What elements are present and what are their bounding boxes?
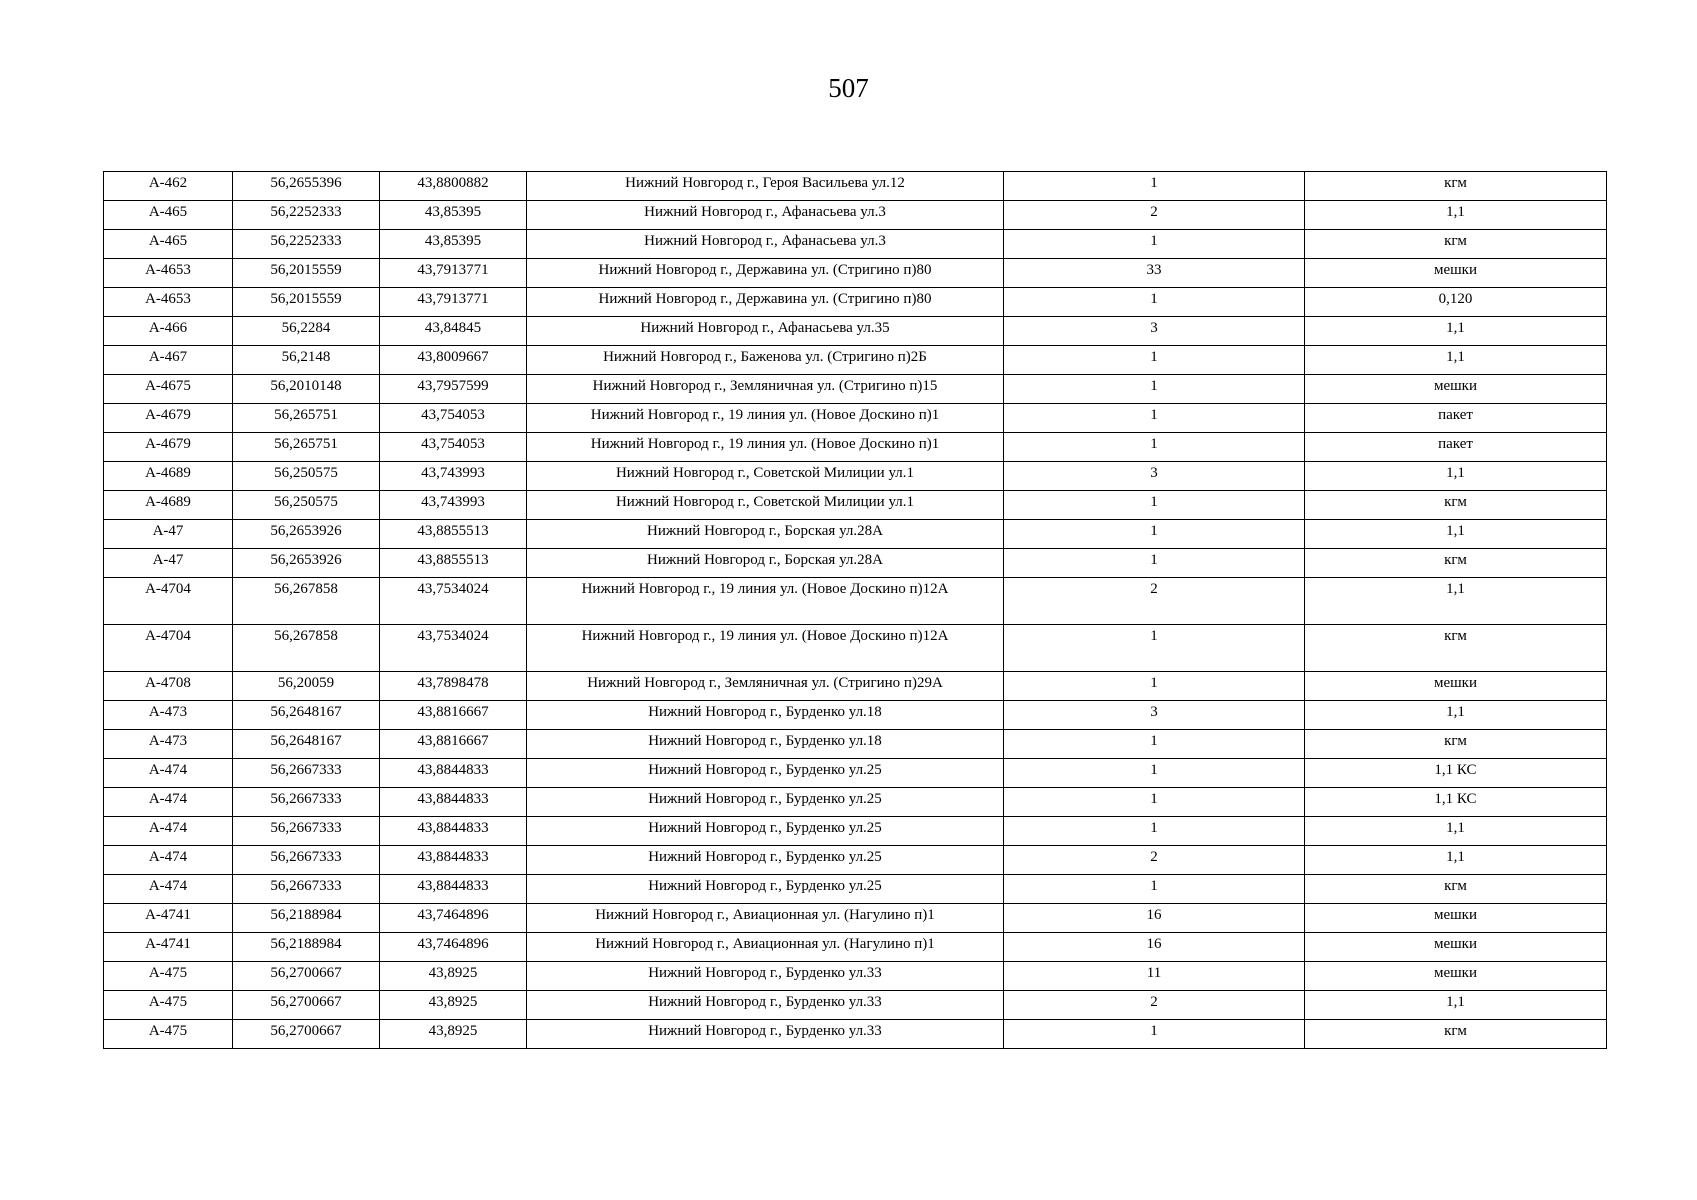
quantity-cell: 1: [1004, 625, 1305, 672]
latitude-cell: 56,2653926: [233, 549, 380, 578]
table-row: [104, 991, 1607, 1020]
table-row: [104, 549, 1607, 578]
quantity-cell: 2: [1004, 991, 1305, 1020]
row-id-cell: А-475: [104, 962, 233, 991]
longitude-cell: 43,7913771: [380, 259, 527, 288]
table-row: [104, 759, 1607, 788]
container-type-cell: кгм: [1305, 230, 1607, 259]
longitude-cell: 43,7464896: [380, 933, 527, 962]
latitude-cell: 56,265751: [233, 404, 380, 433]
quantity-cell: 16: [1004, 904, 1305, 933]
container-type-cell: 1,1: [1305, 846, 1607, 875]
quantity-cell: 1: [1004, 759, 1305, 788]
row-id-cell: А-473: [104, 730, 233, 759]
latitude-cell: 56,2655396: [233, 172, 380, 201]
row-id-cell: А-462: [104, 172, 233, 201]
quantity-cell: 1: [1004, 549, 1305, 578]
latitude-cell: 56,2252333: [233, 230, 380, 259]
address-cell: Нижний Новгород г., Бурденко ул.33: [527, 962, 1004, 991]
row-id-cell: А-4689: [104, 491, 233, 520]
longitude-cell: 43,754053: [380, 433, 527, 462]
address-cell: Нижний Новгород г., Бурденко ул.25: [527, 759, 1004, 788]
container-type-cell: 1,1: [1305, 701, 1607, 730]
row-id-cell: А-466: [104, 317, 233, 346]
quantity-cell: 1: [1004, 288, 1305, 317]
longitude-cell: 43,7913771: [380, 288, 527, 317]
quantity-cell: 1: [1004, 491, 1305, 520]
row-id-cell: А-465: [104, 201, 233, 230]
latitude-cell: 56,250575: [233, 491, 380, 520]
table-row: [104, 578, 1607, 625]
row-id-cell: А-474: [104, 759, 233, 788]
row-id-cell: А-467: [104, 346, 233, 375]
address-cell: Нижний Новгород г., Бурденко ул.18: [527, 730, 1004, 759]
table-row: [104, 875, 1607, 904]
quantity-cell: 1: [1004, 346, 1305, 375]
table-row: [104, 288, 1607, 317]
quantity-cell: 33: [1004, 259, 1305, 288]
container-type-cell: мешки: [1305, 904, 1607, 933]
table-row: [104, 672, 1607, 701]
longitude-cell: 43,7464896: [380, 904, 527, 933]
longitude-cell: 43,85395: [380, 230, 527, 259]
quantity-cell: 1: [1004, 520, 1305, 549]
address-cell: Нижний Новгород г., Бурденко ул.18: [527, 701, 1004, 730]
address-cell: Нижний Новгород г., Советской Милиции ул.1: [527, 462, 1004, 491]
row-id-cell: А-474: [104, 788, 233, 817]
address-cell: Нижний Новгород г., 19 линия ул. (Новое Доскино п)1: [527, 404, 1004, 433]
latitude-cell: 56,267858: [233, 625, 380, 672]
row-id-cell: А-4704: [104, 625, 233, 672]
latitude-cell: 56,2700667: [233, 1020, 380, 1049]
row-id-cell: А-474: [104, 846, 233, 875]
table-row: [104, 962, 1607, 991]
table-row: [104, 433, 1607, 462]
row-id-cell: А-475: [104, 991, 233, 1020]
longitude-cell: 43,8925: [380, 991, 527, 1020]
container-type-cell: мешки: [1305, 259, 1607, 288]
longitude-cell: 43,8844833: [380, 846, 527, 875]
address-cell: Нижний Новгород г., 19 линия ул. (Новое Доскино п)12А: [527, 625, 1004, 672]
row-id-cell: А-4653: [104, 288, 233, 317]
container-type-cell: пакет: [1305, 433, 1607, 462]
latitude-cell: 56,2700667: [233, 962, 380, 991]
longitude-cell: 43,8855513: [380, 549, 527, 578]
container-type-cell: кгм: [1305, 172, 1607, 201]
longitude-cell: 43,8844833: [380, 788, 527, 817]
latitude-cell: 56,2653926: [233, 520, 380, 549]
row-id-cell: А-47: [104, 520, 233, 549]
quantity-cell: 1: [1004, 433, 1305, 462]
latitude-cell: 56,267858: [233, 578, 380, 625]
address-cell: Нижний Новгород г., Бурденко ул.33: [527, 991, 1004, 1020]
latitude-cell: 56,2667333: [233, 788, 380, 817]
quantity-cell: 11: [1004, 962, 1305, 991]
latitude-cell: 56,2667333: [233, 817, 380, 846]
quantity-cell: 1: [1004, 817, 1305, 846]
quantity-cell: 1: [1004, 375, 1305, 404]
quantity-cell: 2: [1004, 846, 1305, 875]
address-cell: Нижний Новгород г., Авиационная ул. (Нагулино п)1: [527, 933, 1004, 962]
container-type-cell: 1,1: [1305, 520, 1607, 549]
container-type-cell: кгм: [1305, 549, 1607, 578]
table-row: [104, 404, 1607, 433]
address-cell: Нижний Новгород г., 19 линия ул. (Новое Доскино п)12А: [527, 578, 1004, 625]
container-type-cell: 1,1: [1305, 817, 1607, 846]
table-row: [104, 462, 1607, 491]
quantity-cell: 3: [1004, 462, 1305, 491]
longitude-cell: 43,8844833: [380, 759, 527, 788]
table-row: [104, 788, 1607, 817]
quantity-cell: 2: [1004, 201, 1305, 230]
table-body: [104, 172, 1607, 1049]
row-id-cell: А-474: [104, 875, 233, 904]
address-cell: Нижний Новгород г., Бурденко ул.25: [527, 846, 1004, 875]
data-table: [103, 171, 1607, 1049]
latitude-cell: 56,2188984: [233, 904, 380, 933]
row-id-cell: А-475: [104, 1020, 233, 1049]
address-cell: Нижний Новгород г., Бурденко ул.25: [527, 875, 1004, 904]
longitude-cell: 43,8800882: [380, 172, 527, 201]
row-id-cell: А-474: [104, 817, 233, 846]
address-cell: Нижний Новгород г., Баженова ул. (Стригино п)2Б: [527, 346, 1004, 375]
container-type-cell: кгм: [1305, 1020, 1607, 1049]
quantity-cell: 1: [1004, 172, 1305, 201]
quantity-cell: 1: [1004, 730, 1305, 759]
latitude-cell: 56,2010148: [233, 375, 380, 404]
address-cell: Нижний Новгород г., Бурденко ул.33: [527, 1020, 1004, 1049]
longitude-cell: 43,8925: [380, 1020, 527, 1049]
latitude-cell: 56,2252333: [233, 201, 380, 230]
address-cell: Нижний Новгород г., Борская ул.28А: [527, 520, 1004, 549]
table-row: [104, 817, 1607, 846]
quantity-cell: 1: [1004, 230, 1305, 259]
longitude-cell: 43,7534024: [380, 578, 527, 625]
quantity-cell: 2: [1004, 578, 1305, 625]
longitude-cell: 43,7898478: [380, 672, 527, 701]
table-row: [104, 730, 1607, 759]
row-id-cell: А-47: [104, 549, 233, 578]
address-cell: Нижний Новгород г., Державина ул. (Стригино п)80: [527, 288, 1004, 317]
page-number: 507: [828, 73, 869, 103]
latitude-cell: 56,2667333: [233, 846, 380, 875]
container-type-cell: 1,1: [1305, 201, 1607, 230]
table-row: [104, 317, 1607, 346]
address-cell: Нижний Новгород г., Земляничная ул. (Стригино п)29А: [527, 672, 1004, 701]
latitude-cell: 56,2148: [233, 346, 380, 375]
container-type-cell: 0,120: [1305, 288, 1607, 317]
address-cell: Нижний Новгород г., 19 линия ул. (Новое Доскино п)1: [527, 433, 1004, 462]
latitude-cell: 56,250575: [233, 462, 380, 491]
longitude-cell: 43,84845: [380, 317, 527, 346]
table-row: [104, 1020, 1607, 1049]
container-type-cell: 1,1: [1305, 991, 1607, 1020]
address-cell: Нижний Новгород г., Героя Васильева ул.12: [527, 172, 1004, 201]
longitude-cell: 43,8925: [380, 962, 527, 991]
container-type-cell: 1,1 КС: [1305, 788, 1607, 817]
longitude-cell: 43,8816667: [380, 730, 527, 759]
container-type-cell: 1,1: [1305, 462, 1607, 491]
latitude-cell: 56,2648167: [233, 701, 380, 730]
container-type-cell: мешки: [1305, 672, 1607, 701]
address-cell: Нижний Новгород г., Советской Милиции ул.1: [527, 491, 1004, 520]
table-row: [104, 625, 1607, 672]
table-row: [104, 230, 1607, 259]
row-id-cell: А-4679: [104, 404, 233, 433]
address-cell: Нижний Новгород г., Бурденко ул.25: [527, 788, 1004, 817]
address-cell: Нижний Новгород г., Афанасьева ул.35: [527, 317, 1004, 346]
longitude-cell: 43,8816667: [380, 701, 527, 730]
row-id-cell: А-4741: [104, 904, 233, 933]
table-row: [104, 346, 1607, 375]
table-row: [104, 520, 1607, 549]
row-id-cell: А-4741: [104, 933, 233, 962]
quantity-cell: 1: [1004, 672, 1305, 701]
latitude-cell: 56,2648167: [233, 730, 380, 759]
longitude-cell: 43,7534024: [380, 625, 527, 672]
table-row: [104, 933, 1607, 962]
container-type-cell: 1,1: [1305, 317, 1607, 346]
row-id-cell: А-4653: [104, 259, 233, 288]
row-id-cell: А-4689: [104, 462, 233, 491]
latitude-cell: 56,20059: [233, 672, 380, 701]
table-row: [104, 172, 1607, 201]
address-cell: Нижний Новгород г., Афанасьева ул.3: [527, 201, 1004, 230]
address-cell: Нижний Новгород г., Афанасьева ул.3: [527, 230, 1004, 259]
quantity-cell: 3: [1004, 317, 1305, 346]
container-type-cell: мешки: [1305, 962, 1607, 991]
quantity-cell: 16: [1004, 933, 1305, 962]
table-row: [104, 201, 1607, 230]
quantity-cell: 3: [1004, 701, 1305, 730]
latitude-cell: 56,2015559: [233, 259, 380, 288]
row-id-cell: А-4708: [104, 672, 233, 701]
longitude-cell: 43,7957599: [380, 375, 527, 404]
quantity-cell: 1: [1004, 875, 1305, 904]
row-id-cell: А-465: [104, 230, 233, 259]
latitude-cell: 56,2284: [233, 317, 380, 346]
longitude-cell: 43,743993: [380, 491, 527, 520]
address-cell: Нижний Новгород г., Державина ул. (Стригино п)80: [527, 259, 1004, 288]
longitude-cell: 43,754053: [380, 404, 527, 433]
container-type-cell: 1,1 КС: [1305, 759, 1607, 788]
container-type-cell: кгм: [1305, 875, 1607, 904]
row-id-cell: А-4675: [104, 375, 233, 404]
address-cell: Нижний Новгород г., Борская ул.28А: [527, 549, 1004, 578]
container-type-cell: мешки: [1305, 933, 1607, 962]
table-row: [104, 259, 1607, 288]
latitude-cell: 56,2700667: [233, 991, 380, 1020]
quantity-cell: 1: [1004, 1020, 1305, 1049]
longitude-cell: 43,8844833: [380, 817, 527, 846]
container-type-cell: 1,1: [1305, 578, 1607, 625]
latitude-cell: 56,265751: [233, 433, 380, 462]
longitude-cell: 43,8855513: [380, 520, 527, 549]
latitude-cell: 56,2188984: [233, 933, 380, 962]
longitude-cell: 43,8009667: [380, 346, 527, 375]
longitude-cell: 43,8844833: [380, 875, 527, 904]
table-row: [104, 491, 1607, 520]
address-cell: Нижний Новгород г., Бурденко ул.25: [527, 817, 1004, 846]
container-type-cell: пакет: [1305, 404, 1607, 433]
longitude-cell: 43,85395: [380, 201, 527, 230]
quantity-cell: 1: [1004, 788, 1305, 817]
latitude-cell: 56,2667333: [233, 759, 380, 788]
table-row: [104, 846, 1607, 875]
longitude-cell: 43,743993: [380, 462, 527, 491]
container-type-cell: 1,1: [1305, 346, 1607, 375]
latitude-cell: 56,2015559: [233, 288, 380, 317]
quantity-cell: 1: [1004, 404, 1305, 433]
address-cell: Нижний Новгород г., Земляничная ул. (Стригино п)15: [527, 375, 1004, 404]
address-cell: Нижний Новгород г., Авиационная ул. (Нагулино п)1: [527, 904, 1004, 933]
container-type-cell: мешки: [1305, 375, 1607, 404]
container-type-cell: кгм: [1305, 491, 1607, 520]
table-row: [104, 701, 1607, 730]
table-row: [104, 375, 1607, 404]
row-id-cell: А-473: [104, 701, 233, 730]
row-id-cell: А-4679: [104, 433, 233, 462]
row-id-cell: А-4704: [104, 578, 233, 625]
latitude-cell: 56,2667333: [233, 875, 380, 904]
container-type-cell: кгм: [1305, 625, 1607, 672]
container-type-cell: кгм: [1305, 730, 1607, 759]
table-row: [104, 904, 1607, 933]
